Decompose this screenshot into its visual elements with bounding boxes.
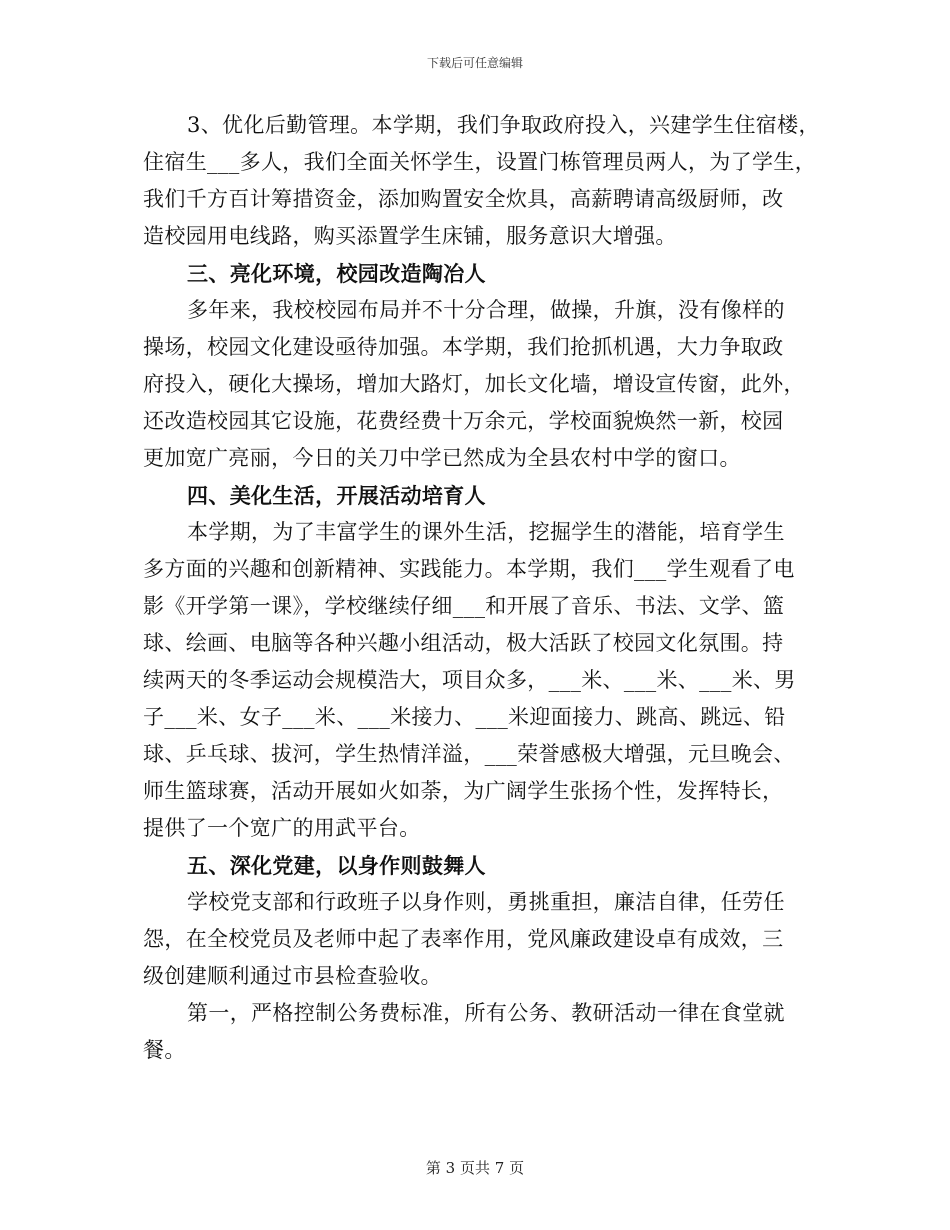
body-text-line: 操场，校园文化建设亟待加强。本学期，我们抢抓机遇，大力争取政 — [143, 335, 784, 359]
body-text-line: 第一，严格控制公务费标准，所有公务、教研活动一律在食堂就 — [187, 1001, 785, 1025]
body-text-line: 3、优化后勤管理。本学期，我们争取政府投入，兴建学生住宿楼， — [187, 113, 820, 137]
body-text-line: 造校园用电线路，购买添置学生床铺，服务意识大增强。 — [143, 224, 677, 248]
body-text-line: 府投入，硬化大操场，增加大路灯，加长文化墙，增设宣传窗，此外， — [143, 372, 805, 396]
body-text-line: 怨，在全校党员及老师中起了表率作用，党风廉政建设卓有成效，三 — [143, 927, 784, 951]
body-text-line: 住宿生___多人，我们全面关怀学生，设置门栋管理员两人，为了学生， — [143, 150, 817, 174]
page-footer: 第 3 页共 7 页 — [425, 1159, 525, 1177]
body-text-line: 学校党支部和行政班子以身作则，勇挑重担，廉洁自律，任劳任 — [187, 890, 785, 914]
section-heading: 三、亮化环境，校园改造陶冶人 — [187, 261, 486, 286]
body-text-line: 师生篮球赛，活动开展如火如荼，为广阔学生张扬个性，发挥特长， — [143, 779, 784, 803]
body-text-line: 影《开学第一课》，学校继续仔细___和开展了音乐、书法、文学、篮 — [143, 594, 785, 618]
body-text-line: 还改造校园其它设施，花费经费十万余元，学校面貌焕然一新，校园 — [143, 409, 784, 433]
body-text-line: 球、绘画、电脑等各种兴趣小组活动，极大活跃了校园文化氛围。持 — [143, 631, 784, 655]
body-text-line: 多方面的兴趣和创新精神、实践能力。本学期，我们___学生观看了电 — [143, 557, 795, 581]
document-body — [143, 107, 823, 1069]
body-text-line: 餐。 — [143, 1038, 186, 1062]
body-text-line: 续两天的冬季运动会规模浩大，项目众多，___米、___米、___米、男 — [143, 668, 796, 692]
body-text-line: 更加宽广亮丽，今日的关刀中学已然成为全县农村中学的窗口。 — [143, 446, 741, 470]
page-header: 下载后可任意编辑 — [426, 56, 523, 70]
section-heading: 五、深化党建，以身作则鼓舞人 — [187, 853, 486, 878]
section-heading: 四、美化生活，开展活动培育人 — [187, 483, 486, 508]
body-text-line: 球、乒乓球、拔河，学生热情洋溢，___荣誉感极大增强，元旦晚会、 — [143, 742, 795, 766]
body-text-line: 提供了一个宽广的用武平台。 — [143, 816, 421, 840]
body-text-line: 级创建顺利通过市县检查验收。 — [143, 964, 442, 988]
body-text-line: 子___米、女子___米、___米接力、___米迎面接力、跳高、跳远、铅 — [143, 705, 786, 729]
body-text-line: 我们千方百计筹措资金，添加购置安全炊具，高薪聘请高级厨师，改 — [143, 187, 784, 211]
body-text-line: 多年来，我校校园布局并不十分合理，做操，升旗，没有像样的 — [187, 298, 785, 322]
body-text-line: 本学期，为了丰富学生的课外生活，挖掘学生的潜能，培育学生 — [187, 520, 785, 544]
